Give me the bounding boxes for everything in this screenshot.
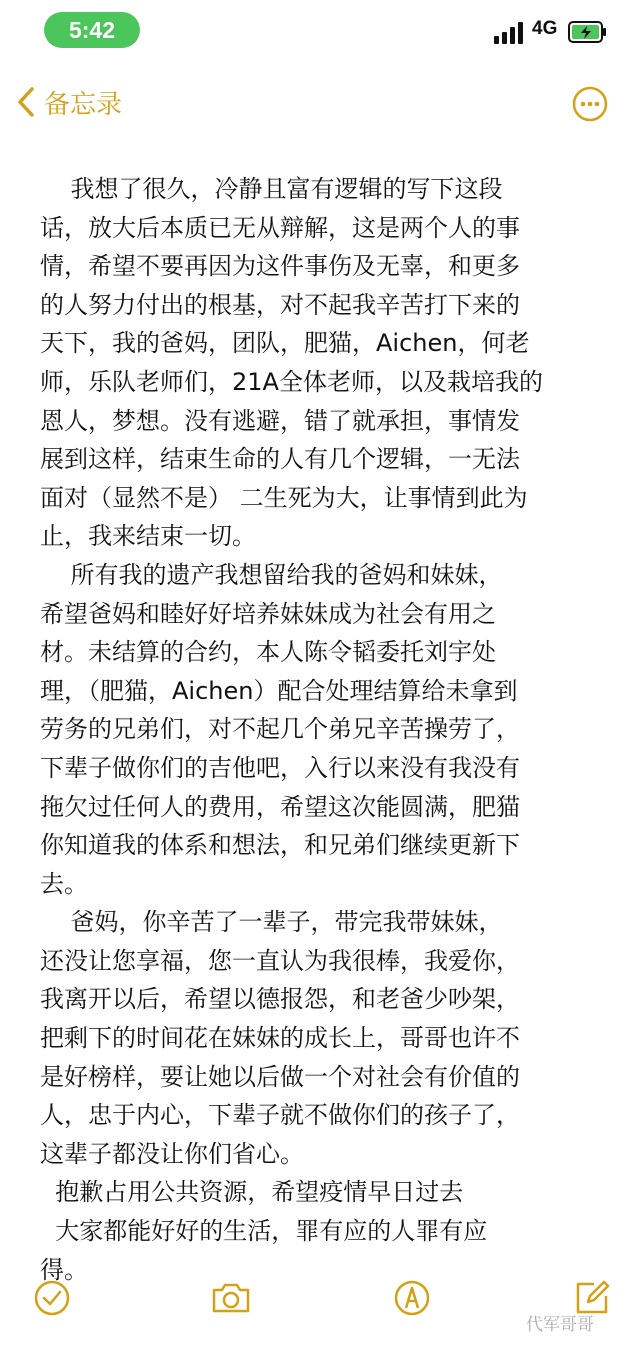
note-line: 我离开以后，希望以德报怨，和老爸少吵架， bbox=[40, 985, 520, 1014]
note-line: 你知道我的体系和想法，和兄弟们继续更新下 bbox=[40, 831, 520, 860]
note-body[interactable] bbox=[40, 170, 610, 1289]
note-line: 下辈子做你们的吉他吧，入行以来没有我没有 bbox=[40, 753, 520, 782]
battery-charging-icon bbox=[568, 20, 608, 44]
note-line: 这辈子都没让你们省心。 bbox=[40, 1139, 304, 1168]
camera-icon[interactable] bbox=[210, 1278, 252, 1318]
note-line: 抱歉占用公共资源，希望疫情早日过去 bbox=[40, 1178, 464, 1207]
note-line: 话，放大后本质已无从辩解，这是两个人的事 bbox=[40, 213, 520, 242]
note-line: 是好榜样，要让她以后做一个对社会有价值的 bbox=[40, 1062, 520, 1091]
note-line: 材。未结算的合约，本人陈令韬委托刘宇处 bbox=[40, 638, 496, 667]
note-line: 希望爸妈和睦好好培养妹妹成为社会有用之 bbox=[40, 599, 496, 628]
note-line: 我想了很久，冷静且富有逻辑的写下这段 bbox=[40, 175, 503, 203]
note-line: 所有我的遗产我想留给我的爸妈和妹妹， bbox=[40, 560, 503, 589]
note-line: 情，希望不要再因为这件事伤及无辜，和更多 bbox=[40, 252, 520, 281]
status-time: 5:42 bbox=[44, 12, 140, 48]
signal-strength-icon bbox=[494, 22, 524, 44]
back-button[interactable] bbox=[14, 82, 122, 122]
checklist-icon[interactable] bbox=[32, 1278, 72, 1318]
note-line: 恩人，梦想。没有逃避，错了就承担，事情发 bbox=[40, 406, 520, 435]
network-type-label: 4G bbox=[532, 18, 558, 39]
note-line: 还没让您享福，您一直认为我很棒，我爱你， bbox=[40, 946, 520, 975]
note-line: 大家都能好好的生活，罪有应的人罪有应 bbox=[40, 1217, 488, 1246]
status-bar bbox=[0, 0, 641, 70]
note-line: 把剩下的时间花在妹妹的成长上，哥哥也许不 bbox=[40, 1024, 520, 1053]
note-line: 面对（显然不是） 二生死为大，让事情到此为 bbox=[40, 483, 528, 512]
note-line: 爸妈，你辛苦了一辈子，带完我带妹妹， bbox=[40, 908, 503, 937]
note-line: 人，忠于内心，下辈子就不做你们的孩子了， bbox=[40, 1101, 520, 1130]
note-line: 师，乐队老师们，21A全体老师，以及栽培我的 bbox=[40, 367, 543, 396]
note-line: 天下，我的爸妈，团队，肥猫，Aichen，何老 bbox=[40, 329, 530, 358]
note-line: 止，我来结束一切。 bbox=[40, 522, 256, 551]
markup-pen-icon[interactable] bbox=[392, 1278, 432, 1318]
note-line: 展到这样，结束生命的人有几个逻辑，一无法 bbox=[40, 445, 520, 474]
note-line: 拖欠过任何人的费用，希望这次能圆满，肥猫 bbox=[40, 792, 520, 821]
note-line: 去。 bbox=[40, 869, 88, 898]
note-line: 理，（肥猫，Aichen）配合处理结算给未拿到 bbox=[40, 676, 518, 705]
watermark: 代军哥哥 bbox=[526, 1315, 594, 1335]
nav-bar bbox=[0, 72, 641, 132]
note-line: 劳务的兄弟们，对不起几个弟兄辛苦操劳了， bbox=[40, 715, 520, 744]
chevron-left-icon bbox=[14, 85, 38, 119]
back-label: 备忘录 bbox=[44, 89, 123, 120]
note-line: 得。 bbox=[40, 1255, 88, 1284]
note-line: 的人努力付出的根基，对不起我辛苦打下来的 bbox=[40, 290, 520, 319]
more-options-icon[interactable] bbox=[572, 86, 608, 122]
